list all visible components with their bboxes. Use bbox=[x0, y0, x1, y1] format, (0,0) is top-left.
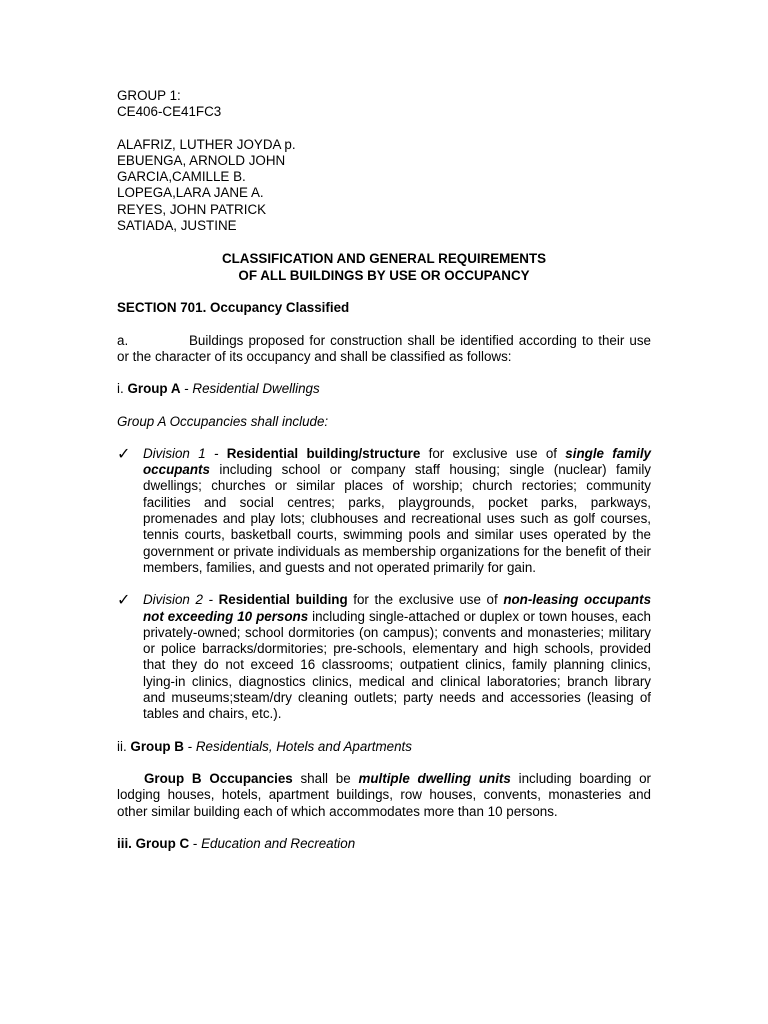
division-2-bold: Residential building bbox=[218, 592, 348, 608]
group-c-heading bbox=[117, 836, 651, 852]
group-a-dash: - bbox=[180, 381, 193, 397]
member-name: GARCIA,CAMILLE B. bbox=[117, 169, 246, 185]
group-label: GROUP 1: bbox=[117, 88, 181, 103]
member-name: LOPEGA,LARA JANE A. bbox=[117, 185, 264, 201]
division-1-bold: Residential building/structure bbox=[226, 445, 421, 461]
group-b-dash: - bbox=[183, 738, 196, 754]
group-b-name: Group B bbox=[130, 738, 184, 754]
division-1-item bbox=[117, 443, 651, 576]
paragraph-a-text: Buildings proposed for construction shall be identified according to their use or the character of its occupancy and shall be classified as follows: bbox=[117, 332, 651, 364]
division-2-text bbox=[143, 592, 651, 722]
document-title bbox=[117, 250, 651, 284]
division-1-text bbox=[143, 446, 651, 576]
document-page bbox=[117, 88, 651, 852]
member-name: ALAFRIZ, LUTHER JOYDA p. bbox=[117, 136, 296, 152]
division-1-bolditalic: single family occupants bbox=[143, 445, 651, 478]
division-2-bolditalic: non-leasing occupants not exceeding 10 persons bbox=[143, 592, 652, 624]
division-1-rest: including school or company staff housing; single (nuclear) family dwellings; churches or similar places of worship; church rectories; community facilities and social centres; parks, playgrounds, pocket parks, parkways, promenades and play lots; clubhouses and recreational uses such as golf courses, tennis courts, basketball courts, swimming pools and similar uses operated by the government or private individuals as membership organizations for the benefit of their members, families, and guests and not operated primarily for gain. bbox=[143, 462, 651, 575]
group-c-name: iii. Group C bbox=[117, 835, 190, 851]
group-c-desc: Education and Recreation bbox=[201, 835, 356, 851]
division-2-label: Division 2 - bbox=[143, 592, 219, 608]
member-name: SATIADA, JUSTINE bbox=[117, 218, 237, 234]
title-line-1: CLASSIFICATION AND GENERAL REQUIREMENTS bbox=[221, 251, 547, 267]
check-icon: ✓ bbox=[117, 443, 131, 463]
division-1-label: Division 1 - bbox=[143, 445, 227, 461]
group-b-para-bold: Group B Occupancies bbox=[144, 770, 293, 786]
group-b-para-rest: including boarding or lodging houses, hotels, apartment buildings, row houses, convents, monasteries and other similar building each of which accommodates more than 10 persons. bbox=[117, 770, 651, 819]
section-heading: SECTION 701. Occupancy Classified bbox=[117, 300, 350, 316]
member-name: REYES, JOHN PATRICK bbox=[117, 201, 267, 217]
division-2-mid: for the exclusive use of bbox=[347, 592, 504, 608]
member-name: EBUENGA, ARNOLD JOHN bbox=[117, 152, 286, 168]
group-a-desc: Residential Dwellings bbox=[192, 381, 320, 397]
course-code: CE406-CE41FC3 bbox=[117, 104, 222, 120]
group-b-para-bolditalic: multiple dwelling units bbox=[358, 770, 511, 786]
group-c-dash: - bbox=[189, 835, 202, 851]
paragraph-a bbox=[117, 333, 651, 366]
group-b-para-mid: shall be bbox=[292, 770, 359, 786]
group-b-numeral: ii. bbox=[117, 738, 127, 754]
group-a-heading bbox=[117, 381, 651, 397]
group-a-intro: Group A Occupancies shall include: bbox=[117, 413, 329, 429]
group-a-numeral: i. bbox=[117, 381, 124, 397]
group-b-heading bbox=[117, 739, 651, 755]
group-b-desc: Residentials, Hotels and Apartments bbox=[195, 738, 412, 754]
title-line-2: OF ALL BUILDINGS BY USE OR OCCUPANCY bbox=[238, 268, 530, 284]
paragraph-a-label: a. bbox=[117, 332, 129, 348]
member-list bbox=[117, 137, 651, 235]
division-1-mid: for exclusive use of bbox=[420, 445, 566, 461]
division-2-rest: including single-attached or duplex or town houses, each privately-owned; school dormitories (on campus); convents and monasteries; military or police barracks/dormitories; pre-schools, elementary and high schools, provided that they do not exceed 16 classrooms; outpatient clinics, family planning clinics, lying-in clinics, diagnostics clinics, medical and clinical laboratories; branch library and museums;steam/dry cleaning outlets; party needs and accessories (leasing of tables and chairs, etc.). bbox=[143, 608, 651, 722]
group-a-name: Group A bbox=[127, 381, 181, 397]
group-b-paragraph bbox=[117, 771, 651, 820]
check-icon: ✓ bbox=[117, 590, 131, 610]
division-2-item bbox=[117, 592, 651, 722]
